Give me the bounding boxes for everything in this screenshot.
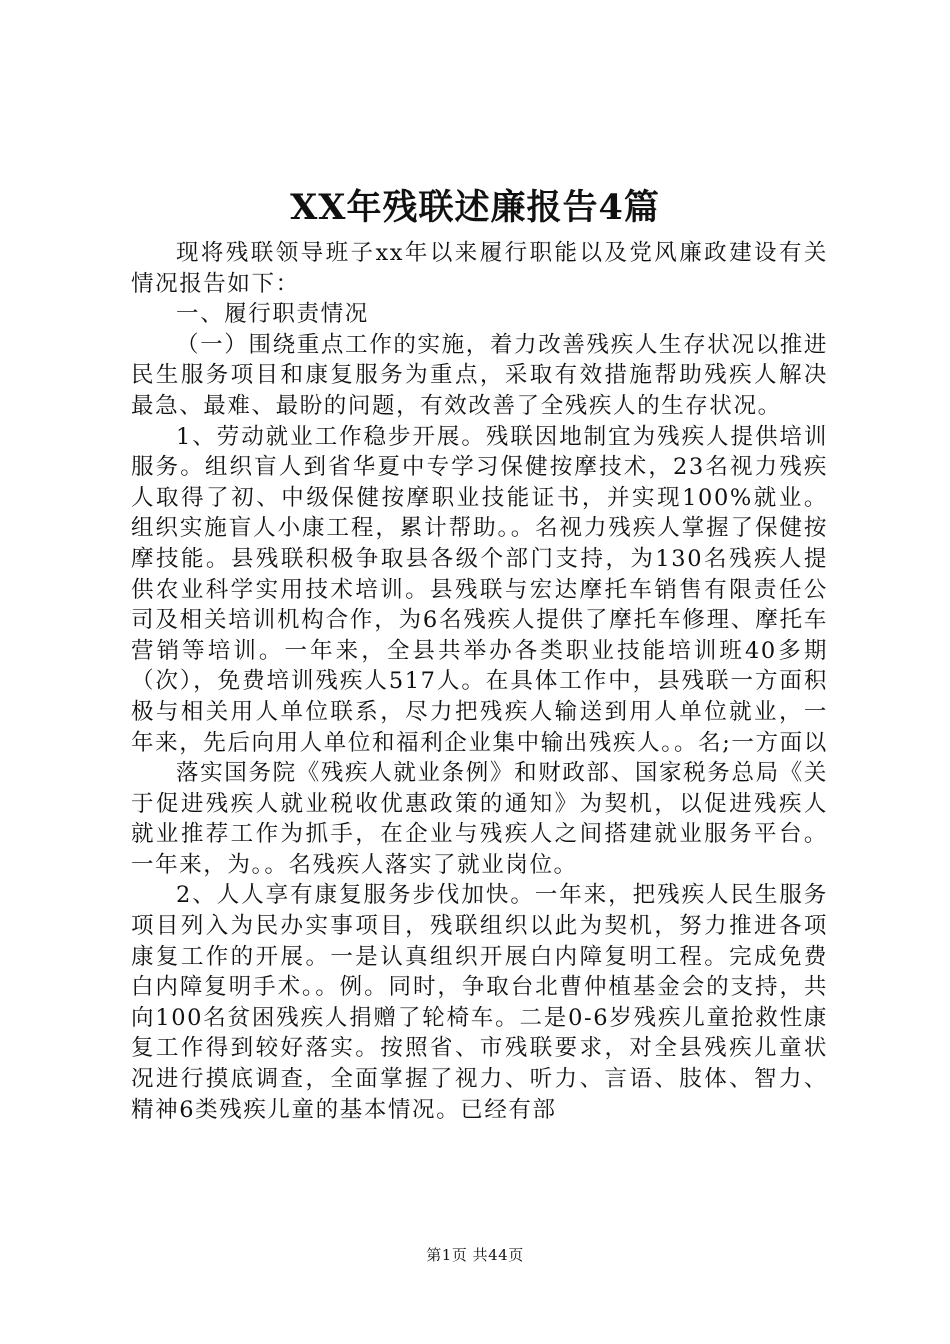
paragraph-1: （一）围绕重点工作的实施，着力改善残疾人生存状况以推进民生服务项目和康复服务为重点，采取有效措施帮助残疾人解决最急、最难、最盼的问题，有效改善了全残疾人的生存状况。 [131, 331, 828, 419]
paragraph-4: 2、人人享有康复服务步伐加快。一年来，把残疾人民生服务项目列入为民办实事项目，残联组织以此为契机，努力推进各项康复工作的开展。一是认真组织开展白内障复明工程。完成免费白内障复明手术。。例。同时，争取台北曹仲植基金会的支持，共向100名贫困残疾人捐赠了轮椅车。二是0-6岁残疾儿童抢救性康复工作得到较好落实。按照省、市残联要求，对全县残疾儿童状况进行摸底调查，全面掌握了视力、听力、言语、肢体、智力、精神6类残疾儿童的基本情况。已经有部 [131, 882, 828, 1123]
page-footer: 第1页 共44页 [426, 1246, 524, 1264]
paragraph-2: 1、劳动就业工作稳步开展。残联因地制宜为残疾人提供培训服务。组织盲人到省华夏中专学习保健按摩技术，23名视力残疾人取得了初、中级保健按摩职业技能证书，并实现100%就业。组织实施盲人小康工程，累计帮助。。名视力残疾人掌握了保健按摩技能。县残联积极争取县各级个部门支持，为130名残疾人提供农业科学实用技术培训。县残联与宏达摩托车销售有限责任公司及相关培训机构合作，为6名残疾人提供了摩托车修理、摩托车营销等培训。一年来，全县共举办各类职业技能培训班40多期（次），免费培训残疾人517人。在具体工作中，县残联一方面积极与相关用人单位联系，尽力把残疾人输送到用人单位就业，一年来，先后向用人单位和福利企业集中输出残疾人。。名;一方面以 [131, 423, 828, 756]
section-heading: 一、履行职责情况 [176, 301, 369, 328]
paragraph-intro: 现将残联领导班子xx年以来履行职能以及党风廉政建设有关情况报告如下： [131, 240, 828, 297]
paragraph-3: 落实国务院《残疾人就业条例》和财政部、国家税务总局《关于促进残疾人就业税收优惠政策的通知》为契机，以促进残疾人就业推荐工作为抓手，在企业与残疾人之间搭建就业服务平台。一年来，为。。名残疾人落实了就业岗位。 [131, 760, 828, 878]
document-body [131, 238, 828, 1125]
document-title: XX年残联述廉报告4篇 [290, 187, 660, 228]
